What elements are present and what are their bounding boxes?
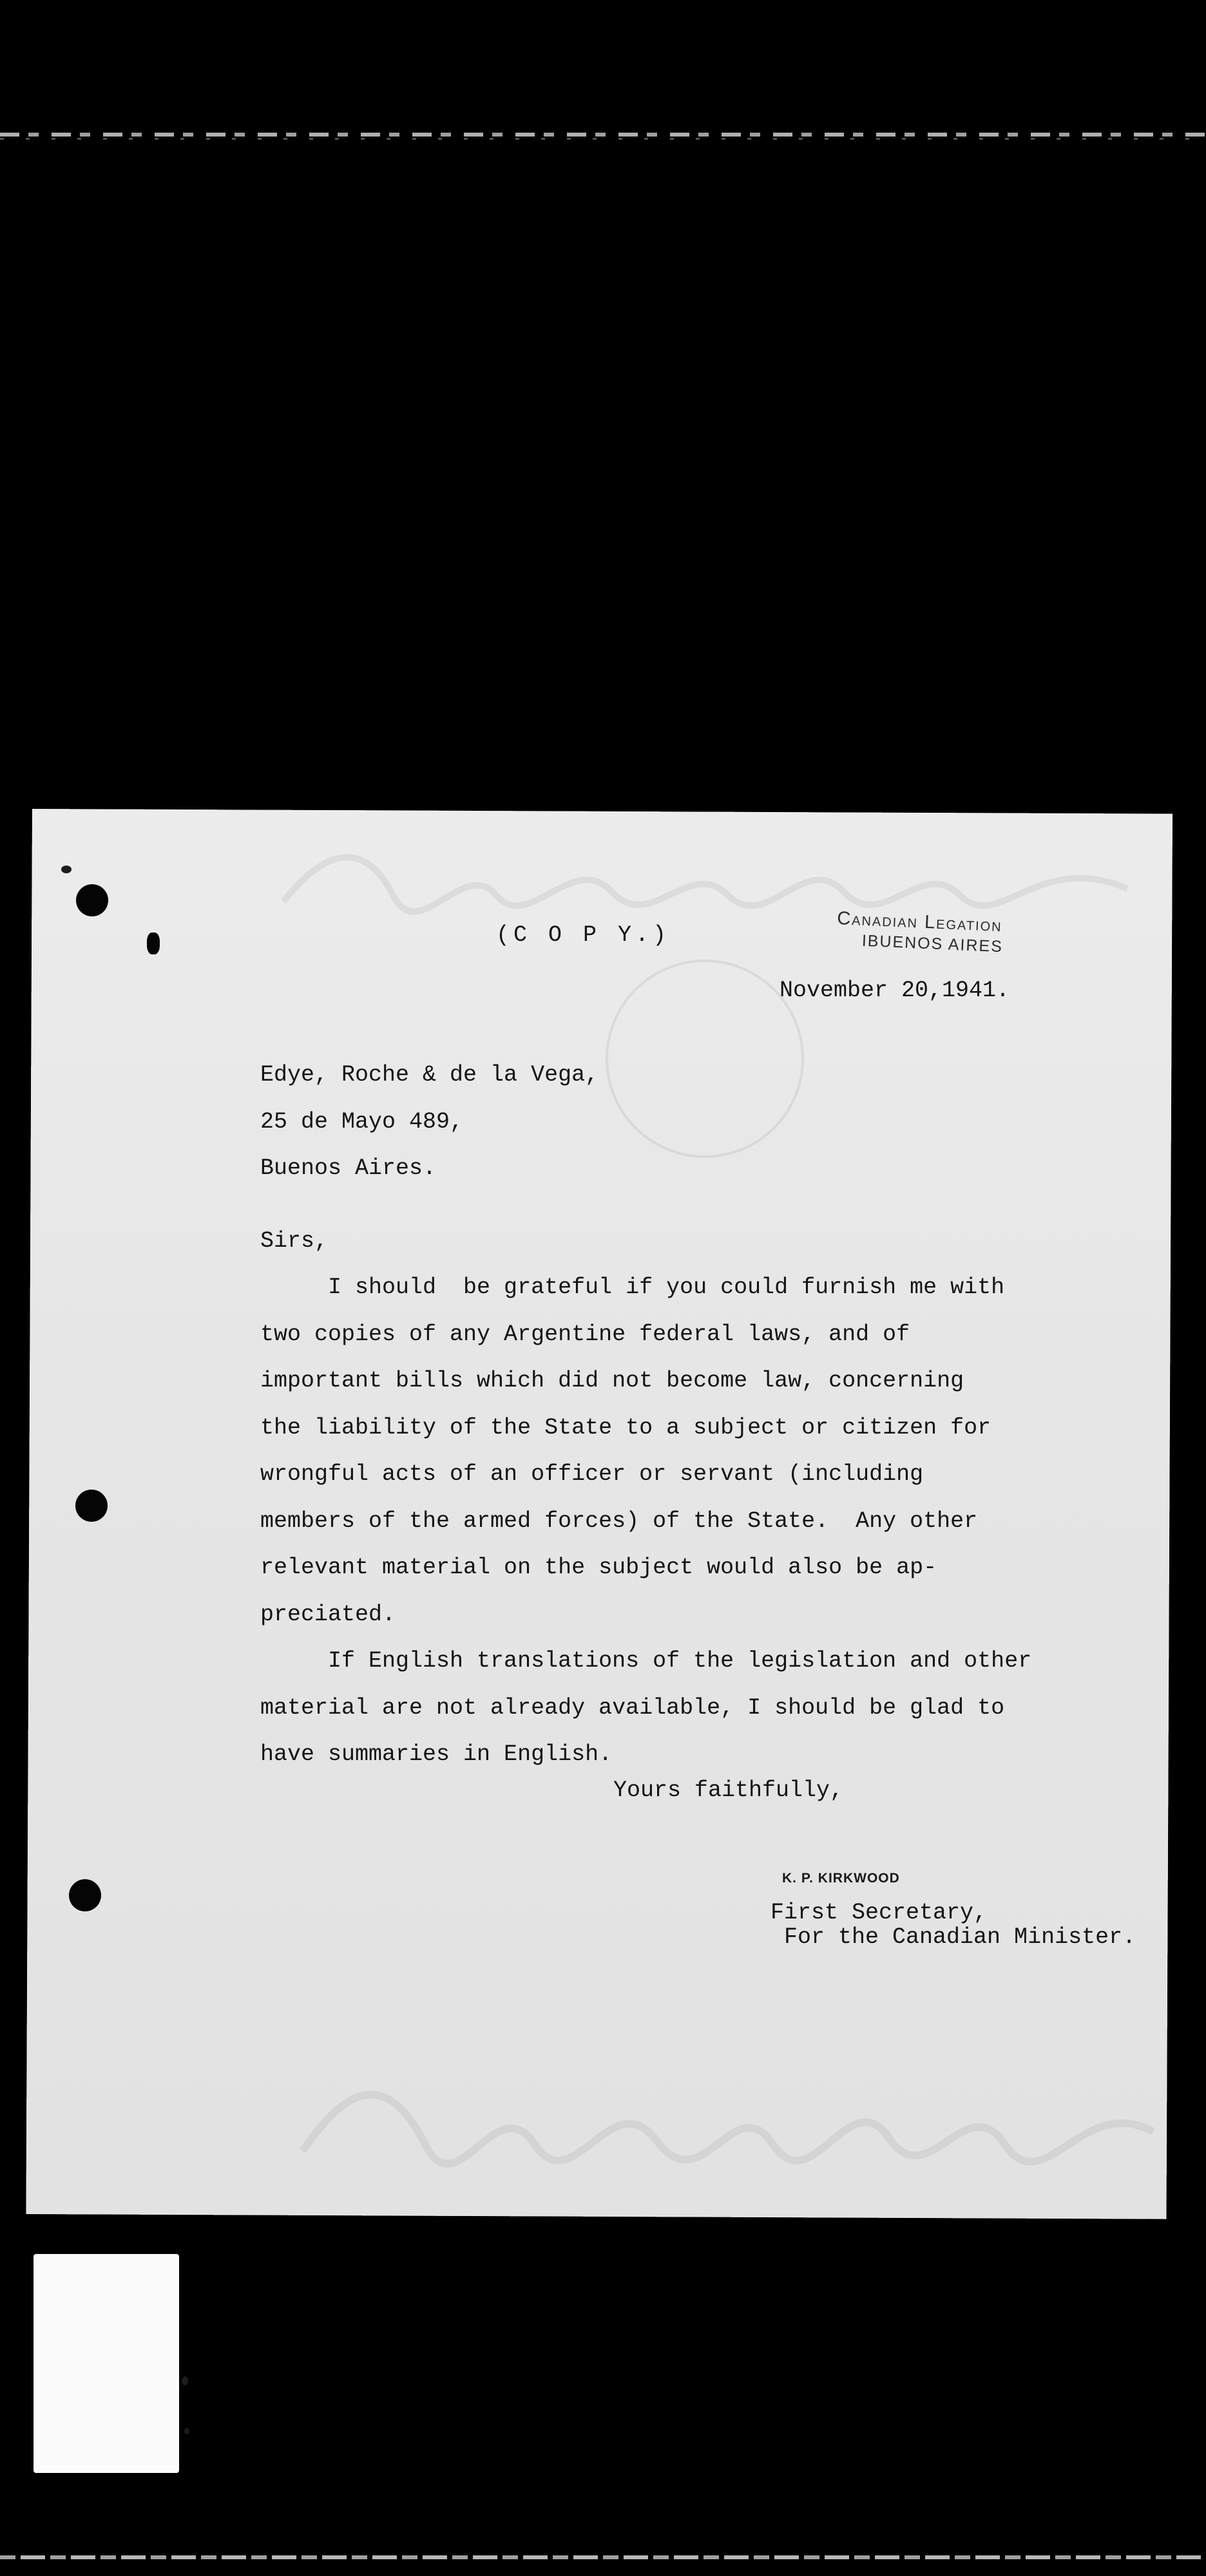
letterhead-line1: Canadian Legation [836,908,1003,936]
letterhead-line2: IBUENOS AIRES [861,931,1004,956]
signature-title-line: First Secretary, [770,1900,988,1926]
signer-name: K. P. KIRKWOOD [782,1871,900,1886]
film-edge-top [0,133,1206,137]
watermark-script-top [277,831,1140,921]
body-line: the liability of the State to a subject or citizen for [260,1414,991,1441]
punch-mark [147,933,160,954]
address-line: Edye, Roche & de la Vega, [260,1062,599,1088]
ink-speck [61,866,72,873]
closing: Yours faithfully, [613,1777,844,1803]
body-line: have summaries in English. [260,1741,613,1767]
address-line: 25 de Mayo 489, [260,1108,464,1135]
signature-block [770,1900,1136,1949]
faint-seal-stamp [606,960,804,1158]
address-line: Buenos Aires. [260,1155,437,1181]
letterhead-stamp [836,909,1004,955]
body-line: If English translations of the legislation and other [260,1648,1032,1674]
body-line: preciated. [260,1601,396,1627]
body-line: members of the armed forces) of the State. Any other [260,1508,978,1534]
salutation-block [260,1218,328,1265]
film-speck [182,2376,188,2385]
letter-body [260,1264,1031,1778]
salutation: Sirs, [260,1228,329,1254]
punch-hole-top [76,884,108,916]
body-line: important bills which did not become law, concerning [260,1368,964,1394]
letter-date: November 20,1941. [780,978,1010,1003]
blank-card [34,2254,179,2473]
body-line: two copies of any Argentine federal laws, and of [260,1321,910,1347]
body-line: relevant material on the subject would also be ap- [260,1555,937,1580]
recipient-address [260,1052,598,1192]
copy-label: (C O P Y.) [496,922,671,948]
signature-title-line: For the Canadian Minister. [770,1924,1136,1950]
punch-hole-middle [75,1490,108,1522]
film-speck [184,2428,189,2434]
punch-hole-bottom [69,1879,101,1911]
watermark-script-bottom [296,2054,1160,2170]
closing-block [613,1777,843,1803]
film-edge-perforations [0,138,1206,140]
film-edge-bottom [0,2555,1206,2559]
body-line: material are not already available, I should be glad to [260,1694,1005,1721]
body-line: wrongful acts of an officer or servant (including [260,1461,924,1487]
body-line: I should be grateful if you could furnish me with [260,1274,1005,1300]
